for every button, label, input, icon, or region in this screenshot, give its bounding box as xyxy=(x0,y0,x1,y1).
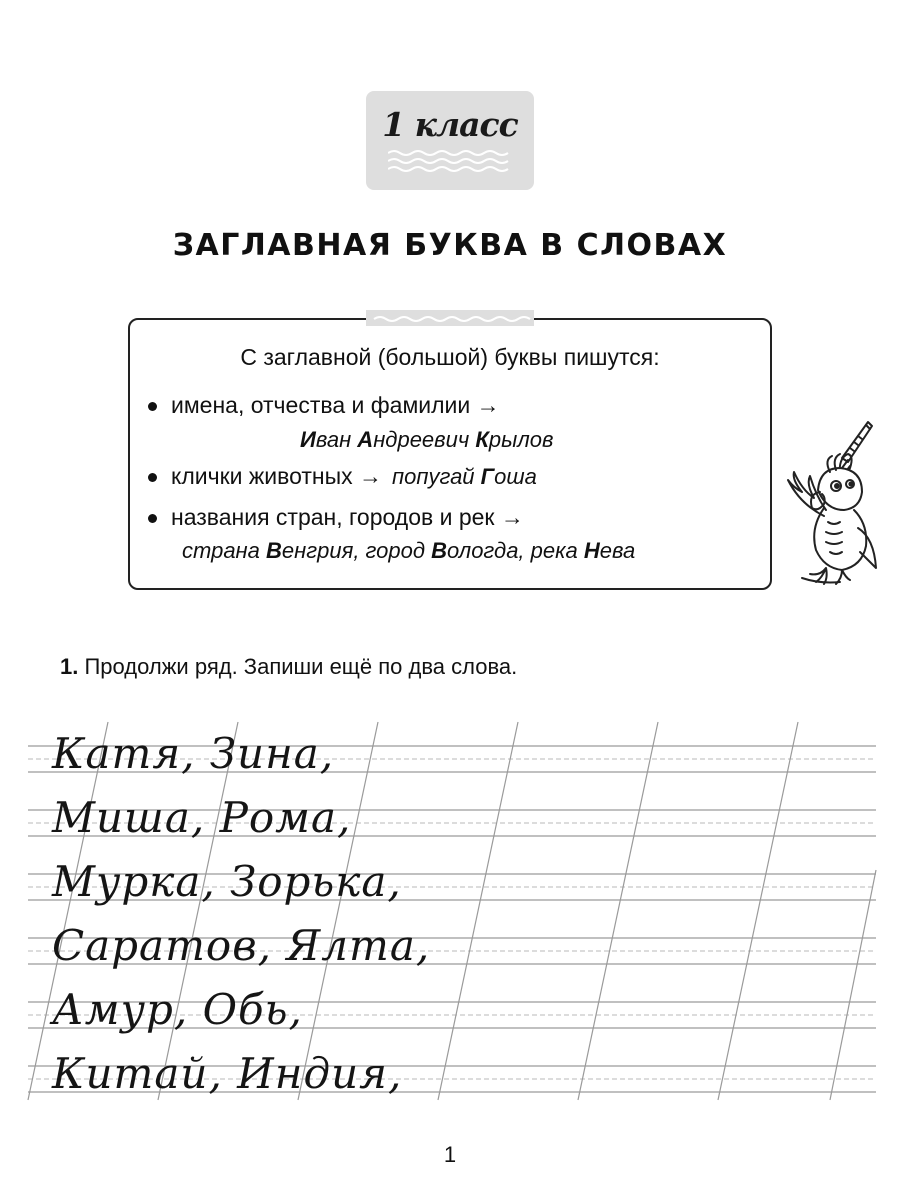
example-capital: И xyxy=(300,427,316,452)
rule-example-pets xyxy=(392,464,537,489)
page-title: ЗАГЛАВНАЯ БУКВА В СЛОВАХ xyxy=(172,228,728,263)
exercise-text: Продолжи ряд. Запиши ещё по два слова. xyxy=(84,654,518,679)
copybook-line: Катя, Зина, xyxy=(52,729,335,778)
grade-badge xyxy=(366,91,534,190)
example-text: страна xyxy=(182,538,267,563)
example-text: ндреевич xyxy=(373,427,476,452)
copybook-line: Мурка, Зорька, xyxy=(52,857,402,906)
example-text: рылов xyxy=(488,427,554,452)
rule-example-places xyxy=(182,538,635,564)
exercise-number: 1. xyxy=(60,654,79,679)
example-text: оша xyxy=(494,464,537,489)
rule-item-pets xyxy=(148,463,537,490)
bullet-icon xyxy=(148,402,157,411)
rule-item-places xyxy=(148,504,524,531)
example-capital: К xyxy=(475,427,489,452)
example-text: попугай xyxy=(392,464,481,489)
rule-box-tab xyxy=(366,310,534,326)
example-text: ева xyxy=(599,538,636,563)
rule-item-text: клички животных → xyxy=(171,463,383,489)
wave-decoration-icon xyxy=(388,149,512,175)
example-text: енгрия, город xyxy=(281,538,432,563)
rule-item-text: имена, отчества и фамилии → xyxy=(171,392,500,418)
page-number: 1 xyxy=(443,1142,457,1167)
parrot-illustration-icon xyxy=(780,418,880,588)
rule-item-text: названия стран, городов и рек → xyxy=(171,504,524,530)
rule-example-names xyxy=(300,427,553,453)
rule-intro: С заглавной (большой) буквы пишутся: xyxy=(240,344,660,370)
copybook-line: Саратов, Ялта, xyxy=(52,921,431,970)
example-text: ологда, река xyxy=(447,538,584,563)
example-capital: В xyxy=(431,538,448,563)
example-text: ван xyxy=(315,427,358,452)
wave-decoration-icon xyxy=(366,310,534,326)
rule-item-names xyxy=(148,392,500,419)
exercise-instruction xyxy=(60,654,517,680)
example-capital: В xyxy=(266,538,282,563)
grade-label: 1 класс xyxy=(382,105,518,144)
copybook-line: Амур, Обь, xyxy=(52,985,303,1034)
copybook-line: Китай, Индия, xyxy=(52,1049,403,1098)
bullet-icon xyxy=(148,514,157,523)
example-capital: Г xyxy=(480,464,495,489)
copybook-line: Миша, Рома, xyxy=(52,793,352,842)
example-capital: А xyxy=(357,427,374,452)
example-capital: Н xyxy=(583,538,600,563)
bullet-icon xyxy=(148,473,157,482)
